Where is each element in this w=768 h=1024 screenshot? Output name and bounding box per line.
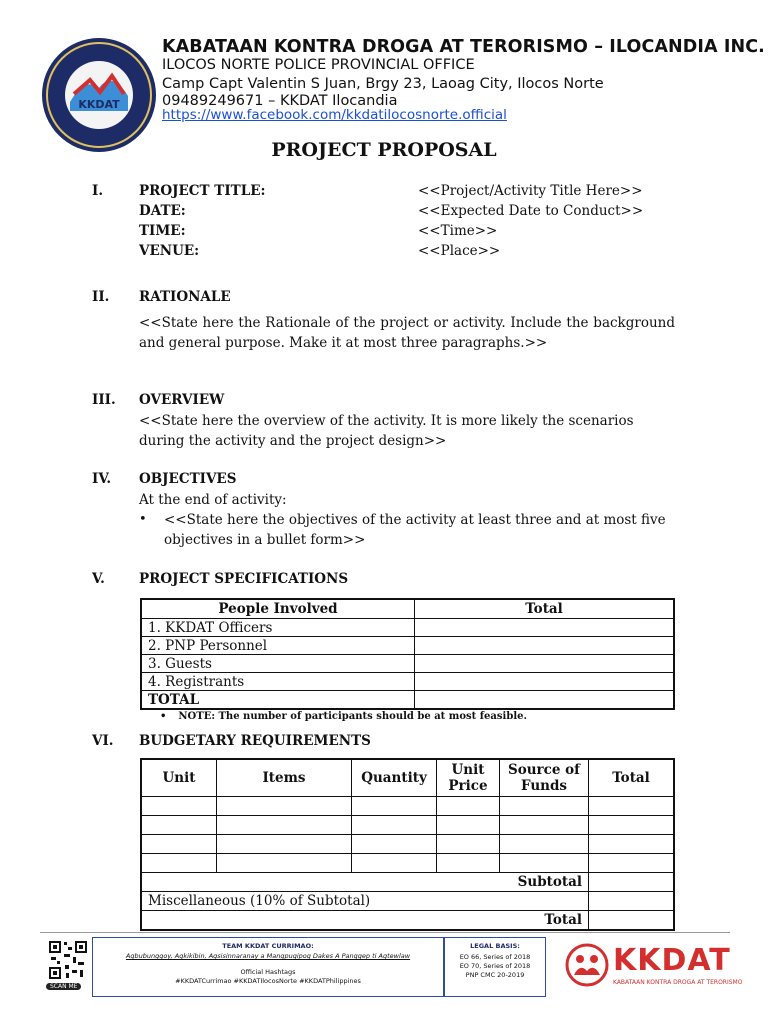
spec-row-label: 2. PNP Personnel: [141, 637, 415, 655]
scan-me-badge: SCAN ME: [46, 983, 81, 990]
table-row: [141, 911, 674, 931]
section-2-heading: RATIONALE: [139, 289, 231, 305]
kkdat-brand-logo: [565, 937, 743, 995]
footer-team-label: TEAM KKDAT CURRIMAO:: [222, 942, 314, 950]
budget-header-quantity: Quantity: [352, 759, 437, 797]
table-row: [141, 637, 674, 655]
spec-row-value[interactable]: [415, 637, 675, 655]
section-5-heading: PROJECT SPECIFICATIONS: [139, 571, 349, 587]
spec-row-label: 3. Guests: [141, 655, 415, 673]
facebook-link[interactable]: https://www.facebook.com/kkdatilocosnorte.official: [162, 107, 507, 123]
spec-row-value[interactable]: [415, 673, 675, 691]
budget-cell[interactable]: [437, 797, 500, 816]
budget-cell[interactable]: [437, 816, 500, 835]
table-row: [141, 892, 674, 911]
legal-line: EO 66, Series of 2018: [459, 953, 531, 961]
objectives-bullet: <<State here the objectives of the activity at least three and at most five objectives in a bullet form>>: [164, 512, 666, 548]
footer-motto: Agbubunggoy, Agkikibin, Agsisinnaranay a Mangpugipog Dakes A Panggep ti Agtewlaw: [125, 952, 411, 960]
kkdat-brand-text: KKDAT: [613, 943, 731, 978]
grand-total-value[interactable]: [589, 911, 675, 931]
svg-text:KKDAT: KKDAT: [78, 98, 120, 111]
misc-label: Miscellaneous (10% of Subtotal): [141, 892, 589, 911]
spec-total-value[interactable]: [415, 691, 675, 710]
footer-team-box: [92, 937, 444, 997]
spec-header-people: People Involved: [141, 599, 415, 619]
grand-total-label: Total: [141, 911, 589, 931]
section-4-heading: OBJECTIVES: [139, 471, 237, 487]
participants-note: [160, 711, 527, 722]
field-label-time: TIME:: [139, 223, 186, 239]
table-row: [141, 797, 674, 816]
spec-row-value[interactable]: [415, 619, 675, 637]
budget-cell[interactable]: [217, 835, 352, 854]
budget-cell[interactable]: [500, 797, 589, 816]
budget-cell[interactable]: [217, 816, 352, 835]
spec-row-label: 1. KKDAT Officers: [141, 619, 415, 637]
field-label-project-title: PROJECT TITLE:: [139, 183, 266, 199]
kkdat-ilocandia-seal-logo: [40, 36, 158, 154]
legal-basis-label: LEGAL BASIS:: [470, 942, 520, 950]
table-row: [141, 873, 674, 892]
subtotal-value[interactable]: [589, 873, 675, 892]
budget-header-items: Items: [217, 759, 352, 797]
spec-header-total: Total: [415, 599, 675, 619]
table-row: [141, 835, 674, 854]
footer-hashtags: #KKDATCurrimao #KKDATIlocosNorte #KKDATPhilippines: [175, 977, 361, 985]
legal-line: EO 70, Series of 2018: [459, 962, 531, 970]
objectives-intro: At the end of activity:: [139, 492, 287, 508]
note-text: NOTE: The number of participants should be at most feasible.: [178, 711, 527, 722]
contact-line: 09489249671 – KKDAT Ilocandia: [162, 93, 398, 109]
organization-name: KABATAAN KONTRA DROGA AT TERORISMO – ILOCANDIA INC.: [162, 37, 765, 57]
field-value-time: <<Time>>: [418, 223, 498, 239]
office-name: ILOCOS NORTE POLICE PROVINCIAL OFFICE: [162, 57, 475, 73]
budget-cell[interactable]: [589, 797, 675, 816]
budget-header-unit-price: Unit Price: [437, 759, 500, 797]
rationale-text: <<State here the Rationale of the project or activity. Include the background and general purpose. Make it at most three paragraphs.>>: [139, 315, 675, 351]
budget-cell[interactable]: [352, 835, 437, 854]
legal-line: PNP CMC 20-2019: [465, 971, 525, 979]
budget-cell[interactable]: [352, 797, 437, 816]
table-row: [141, 655, 674, 673]
field-value-project-title: <<Project/Activity Title Here>>: [418, 183, 643, 199]
budget-cell[interactable]: [500, 854, 589, 873]
table-row: [141, 854, 674, 873]
misc-value[interactable]: [589, 892, 675, 911]
spec-row-value[interactable]: [415, 655, 675, 673]
budget-header-total: Total: [589, 759, 675, 797]
budget-cell[interactable]: [141, 816, 217, 835]
qr-code-icon: [48, 940, 88, 980]
budget-cell[interactable]: [217, 854, 352, 873]
budget-cell[interactable]: [500, 816, 589, 835]
table-row: [141, 816, 674, 835]
budget-cell[interactable]: [500, 835, 589, 854]
budget-cell[interactable]: [589, 854, 675, 873]
project-specifications-table: [140, 598, 675, 710]
section-3-heading: OVERVIEW: [139, 392, 225, 408]
kkdat-emblem-icon: [565, 943, 609, 987]
footer-legal-box: [444, 937, 546, 997]
budget-cell[interactable]: [141, 797, 217, 816]
bullet-dot-icon: •: [160, 711, 167, 722]
section-4-number: IV.: [92, 471, 112, 487]
section-6-number: VI.: [92, 733, 114, 749]
field-value-venue: <<Place>>: [418, 243, 501, 259]
spec-row-label: 4. Registrants: [141, 673, 415, 691]
budget-cell[interactable]: [141, 854, 217, 873]
bullet-dot-icon: •: [139, 512, 147, 527]
kkdat-brand-subtitle: KABATAAN KONTRA DROGA AT TERORISMO: [613, 979, 743, 986]
budget-cell[interactable]: [217, 797, 352, 816]
budget-table: [140, 758, 675, 931]
field-label-date: DATE:: [139, 203, 186, 219]
table-row: [141, 619, 674, 637]
footer-divider: [40, 932, 730, 933]
spec-total-label: TOTAL: [141, 691, 415, 710]
budget-cell[interactable]: [352, 816, 437, 835]
budget-cell[interactable]: [437, 835, 500, 854]
field-value-date: <<Expected Date to Conduct>>: [418, 203, 644, 219]
office-address: Camp Capt Valentin S Juan, Brgy 23, Laoag City, Ilocos Norte: [162, 76, 604, 92]
footer-hashtag-label: Official Hashtags: [240, 968, 296, 976]
section-6-heading: BUDGETARY REQUIREMENTS: [139, 733, 371, 749]
subtotal-label: Subtotal: [141, 873, 589, 892]
budget-header-unit: Unit: [141, 759, 217, 797]
section-2-number: II.: [92, 289, 110, 305]
budget-header-source-of-funds: Source of Funds: [500, 759, 589, 797]
overview-text: <<State here the overview of the activity. It is more likely the scenarios during the activity and the project design>>: [139, 413, 634, 449]
budget-cell[interactable]: [437, 854, 500, 873]
budget-cell[interactable]: [589, 816, 675, 835]
field-label-venue: VENUE:: [139, 243, 200, 259]
table-row: [141, 673, 674, 691]
budget-cell[interactable]: [589, 835, 675, 854]
budget-cell[interactable]: [352, 854, 437, 873]
section-5-number: V.: [92, 571, 105, 587]
section-1-number: I.: [92, 183, 104, 199]
table-row: [141, 691, 674, 710]
section-3-number: III.: [92, 392, 116, 408]
budget-cell[interactable]: [141, 835, 217, 854]
document-title: PROJECT PROPOSAL: [271, 139, 497, 161]
